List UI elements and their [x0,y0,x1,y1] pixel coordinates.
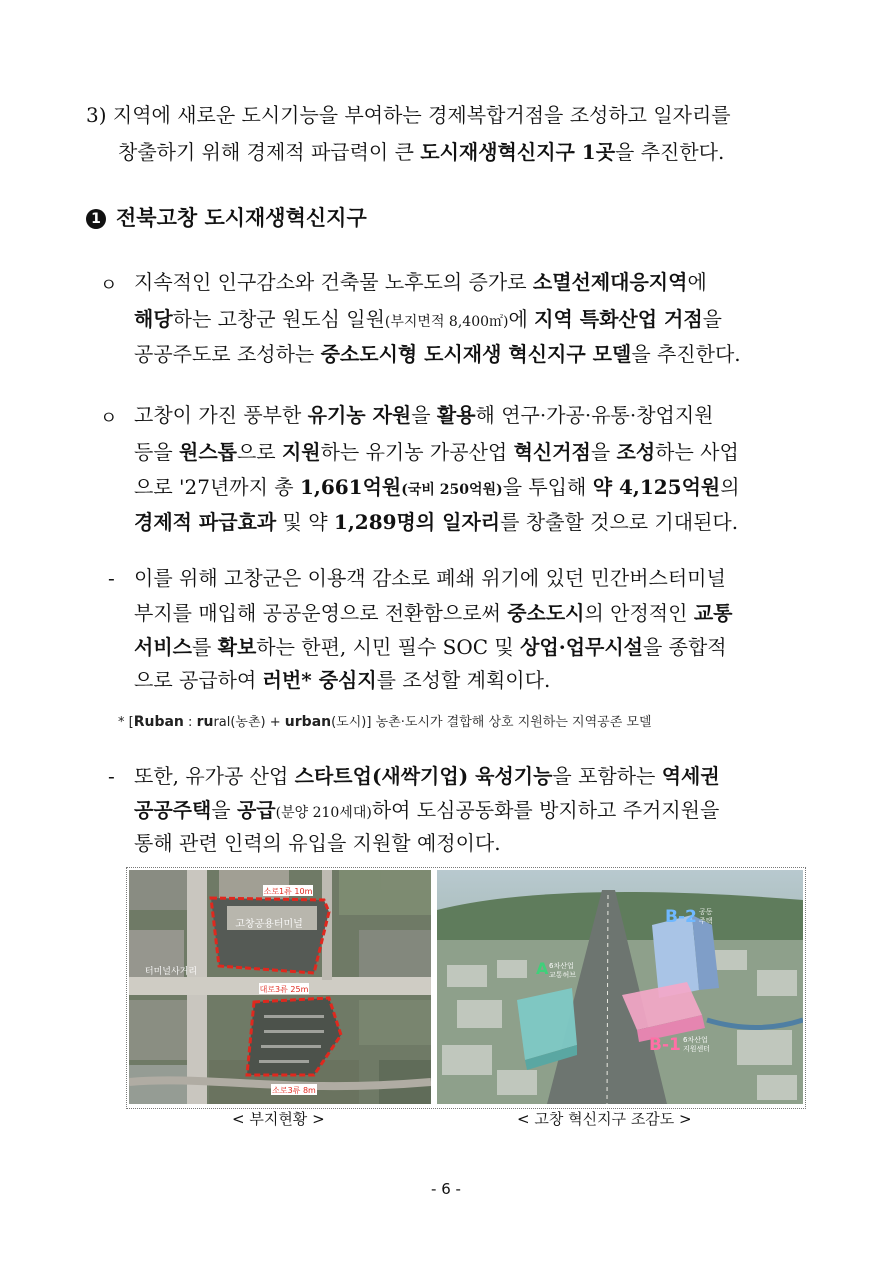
birdseye-rendering [437,870,803,1104]
ruban-footnote: * [Ruban : rural(농촌) + urban(도시)] 농촌·도시가 결합해 상호 지원하는 지역공존 모델 [118,714,652,730]
caption-site-status: < 부지현황 > [232,1110,325,1128]
para2-line2: 등을 원스톱으로 지원하는 유기농 가공산업 혁신거점을 조성하는 사업 [134,440,739,464]
label-b1-text2: 지원센터 [683,1045,711,1053]
heading-title: 전북고창 도시재생혁신지구 [116,205,367,230]
terminal-label: 고창공용터미널 [235,919,303,930]
para1-line1: 지속적인 인구감소와 건축물 노후도의 증가로 소멸선제대응지역에 [134,270,707,294]
bullet-marker: ㅇ [100,275,118,296]
site-road-label-middle: 대로3류 25m [259,985,309,994]
label-a-tag: A [536,959,549,978]
para2-line3: 으로 '27년까지 총 1,661억원(국비 250억원)을 투입해 약 4,125억원의 [134,475,740,499]
dash1-line4: 으로 공급하여 러번* 중심지를 조성할 계획이다. [134,668,551,692]
site-road-label-bottom: 소로3류 8m [272,1086,316,1095]
label-b2-tag: B-2 [665,907,697,927]
site-road-label-top: 소로1류 10m [263,887,313,896]
section-heading [86,204,367,232]
page-number: - 6 - [431,1180,461,1198]
dash1-line2: 부지를 매입해 공공운영으로 전환함으로써 중소도시의 안정적인 교통 [134,601,733,625]
site-aerial-svg [129,870,431,1104]
bullet-marker: ㅇ [100,408,118,429]
para1-line2: 해당하는 고창군 원도심 일원(부지면적 8,400㎡)에 지역 특화산업 거점을 [134,307,722,331]
label-a-text2: 교통허브 [549,971,577,979]
label-b1-tag: B-1 [649,1035,681,1055]
figure-frame [126,867,806,1109]
label-b2-text2: 주택 [699,917,713,925]
dash1-line1: 이를 위해 고창군은 이용객 감소로 폐쇄 위기에 있던 민간버스터미널 [134,566,726,590]
dash1-line3: 서비스를 확보하는 한편, 시민 필수 SOC 및 상업·업무시설을 종합적 [134,635,727,659]
label-a-text1: 6차산업 [549,962,574,970]
heading-number-badge: 1 [86,209,106,229]
section3-line1: 3) 지역에 새로운 도시기능을 부여하는 경제복합거점을 조성하고 일자리를 [86,103,731,127]
para2-line4: 경제적 파급효과 및 약 1,289명의 일자리를 창출할 것으로 기대된다. [134,510,739,534]
dash-marker: - [108,764,115,788]
birdseye-svg [437,870,803,1104]
para1-line3: 공공주도로 조성하는 중소도시형 도시재생 혁신지구 모델을 추진한다. [134,342,741,366]
dash2-line2: 공공주택을 공급(분양 210세대)하여 도심공동화를 방지하고 주거지원을 [134,798,720,822]
dash-marker: - [108,566,115,590]
label-b1-text1: 6차산업 [683,1036,708,1044]
section3-line2: 창출하기 위해 경제적 파급력이 큰 도시재생혁신지구 1곳을 추진한다. [118,140,725,164]
dash2-line1: 또한, 유가공 산업 스타트업(새싹기업) 육성기능을 포함하는 역세권 [134,764,720,788]
caption-birdseye: < 고창 혁신지구 조감도 > [517,1110,692,1128]
dash2-line3: 통해 관련 인력의 유입을 지원할 예정이다. [134,831,501,855]
intersection-label: 터미널사거리 [144,967,198,977]
site-aerial-photo [129,870,431,1104]
label-b2-text1: 공동 [699,908,713,916]
para2-line1: 고창이 가진 풍부한 유기농 자원을 활용해 연구·가공·유통·창업지원 [134,403,714,427]
